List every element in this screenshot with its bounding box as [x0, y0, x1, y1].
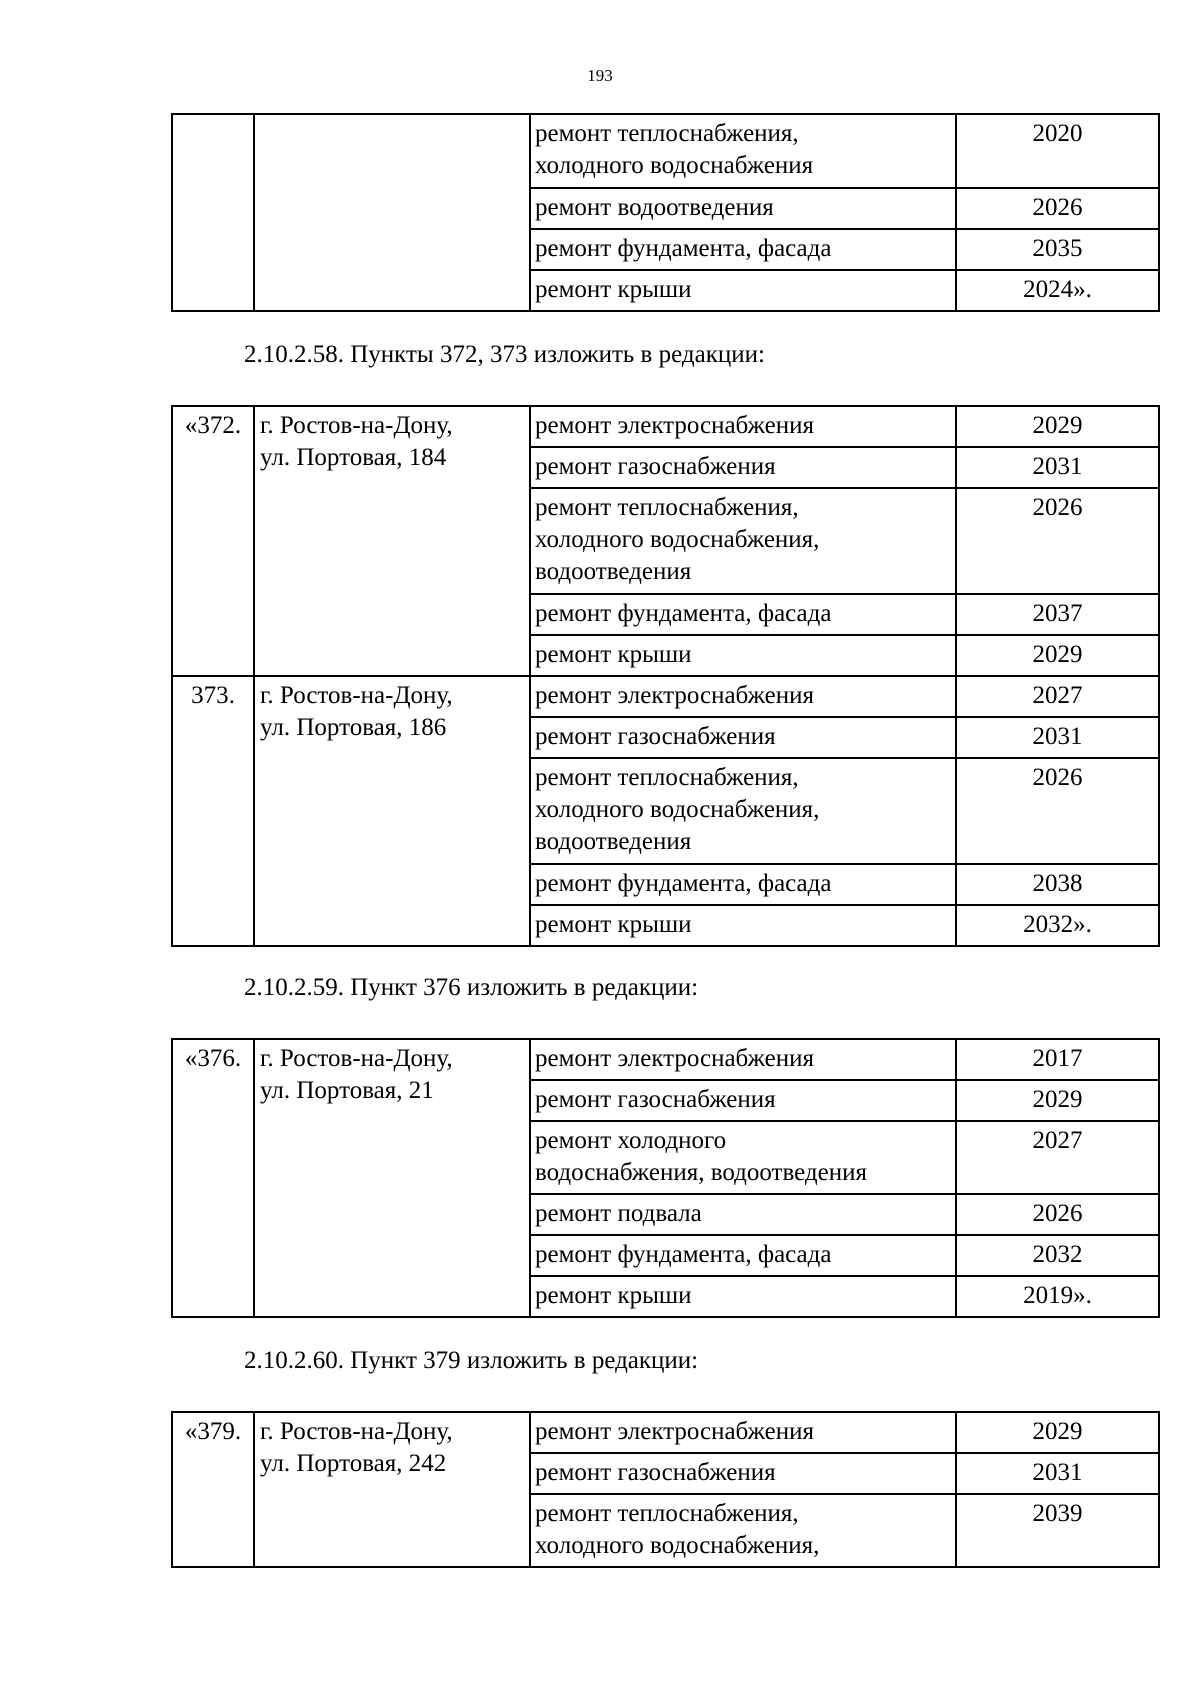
year-cell: 2031	[956, 447, 1159, 488]
work-type-cell: ремонт газоснабжения	[530, 447, 956, 488]
year-cell: 2037	[956, 594, 1159, 635]
paragraph-2-10-2-60: 2.10.2.60. Пункт 379 изложить в редакции:	[244, 1347, 699, 1374]
year-cell: 2027	[956, 1121, 1159, 1194]
table-row	[172, 1039, 1159, 1080]
work-type-cell: ремонт электроснабжения	[530, 676, 956, 717]
work-type-cell: ремонт теплоснабжения, холодного водоснабжения, водоотведения	[530, 758, 956, 864]
table-item-379	[171, 1411, 1160, 1568]
work-type-cell: ремонт электроснабжения	[530, 406, 956, 447]
table-continuation	[171, 113, 1160, 312]
year-cell: 2020	[956, 114, 1159, 188]
table-item-376	[171, 1038, 1160, 1318]
work-type-cell: ремонт фундамента, фасада	[530, 594, 956, 635]
work-type-cell: ремонт электроснабжения	[530, 1412, 956, 1453]
paragraph-2-10-2-58: 2.10.2.58. Пункты 372, 373 изложить в редакции:	[244, 341, 765, 368]
work-type-cell: ремонт крыши	[530, 270, 956, 311]
item-number-cell: «379.	[172, 1412, 254, 1567]
address-cell: г. Ростов-на-Дону, ул. Портовая, 186	[254, 676, 530, 946]
work-type-cell: ремонт подвала	[530, 1194, 956, 1235]
year-cell: 2039	[956, 1494, 1159, 1567]
work-type-cell: ремонт газоснабжения	[530, 1453, 956, 1494]
year-cell: 2029	[956, 635, 1159, 676]
year-cell: 2019».	[956, 1276, 1159, 1317]
year-cell: 2017	[956, 1039, 1159, 1080]
work-type-cell: ремонт теплоснабжения, холодного водоснабжения, водоотведения	[530, 488, 956, 594]
year-cell: 2032	[956, 1235, 1159, 1276]
paragraph-2-10-2-59: 2.10.2.59. Пункт 376 изложить в редакции:	[244, 974, 699, 1001]
work-type-cell: ремонт газоснабжения	[530, 1080, 956, 1121]
work-type-cell: ремонт фундамента, фасада	[530, 1235, 956, 1276]
table-row	[172, 676, 1159, 717]
year-cell: 2024».	[956, 270, 1159, 311]
work-type-cell: ремонт крыши	[530, 635, 956, 676]
item-number-cell: «376.	[172, 1039, 254, 1317]
year-cell: 2026	[956, 188, 1159, 229]
year-cell: 2029	[956, 406, 1159, 447]
year-cell: 2029	[956, 1080, 1159, 1121]
item-number-cell: 373.	[172, 676, 254, 946]
table-row	[172, 406, 1159, 447]
work-type-cell: ремонт фундамента, фасада	[530, 864, 956, 905]
year-cell: 2038	[956, 864, 1159, 905]
address-cell: г. Ростов-на-Дону, ул. Портовая, 21	[254, 1039, 530, 1317]
address-cell	[254, 114, 530, 311]
work-type-cell: ремонт теплоснабжения, холодного водоснабжения	[530, 114, 956, 188]
work-type-cell: ремонт теплоснабжения, холодного водоснабжения,	[530, 1494, 956, 1567]
address-cell: г. Ростов-на-Дону, ул. Портовая, 184	[254, 406, 530, 676]
year-cell: 2035	[956, 229, 1159, 270]
year-cell: 2026	[956, 758, 1159, 864]
work-type-cell: ремонт крыши	[530, 1276, 956, 1317]
year-cell: 2029	[956, 1412, 1159, 1453]
table-row	[172, 114, 1159, 188]
work-type-cell: ремонт газоснабжения	[530, 717, 956, 758]
table-row	[172, 1412, 1159, 1453]
work-type-cell: ремонт крыши	[530, 905, 956, 946]
year-cell: 2032».	[956, 905, 1159, 946]
work-type-cell: ремонт электроснабжения	[530, 1039, 956, 1080]
address-cell: г. Ростов-на-Дону, ул. Портовая, 242	[254, 1412, 530, 1567]
work-type-cell: ремонт холодного водоснабжения, водоотведения	[530, 1121, 956, 1194]
year-cell: 2026	[956, 1194, 1159, 1235]
item-number-cell	[172, 114, 254, 311]
year-cell: 2031	[956, 1453, 1159, 1494]
year-cell: 2026	[956, 488, 1159, 594]
work-type-cell: ремонт фундамента, фасада	[530, 229, 956, 270]
year-cell: 2027	[956, 676, 1159, 717]
page-number: 193	[587, 66, 613, 85]
year-cell: 2031	[956, 717, 1159, 758]
item-number-cell: «372.	[172, 406, 254, 676]
work-type-cell: ремонт водоотведения	[530, 188, 956, 229]
table-items-372-373	[171, 405, 1160, 947]
